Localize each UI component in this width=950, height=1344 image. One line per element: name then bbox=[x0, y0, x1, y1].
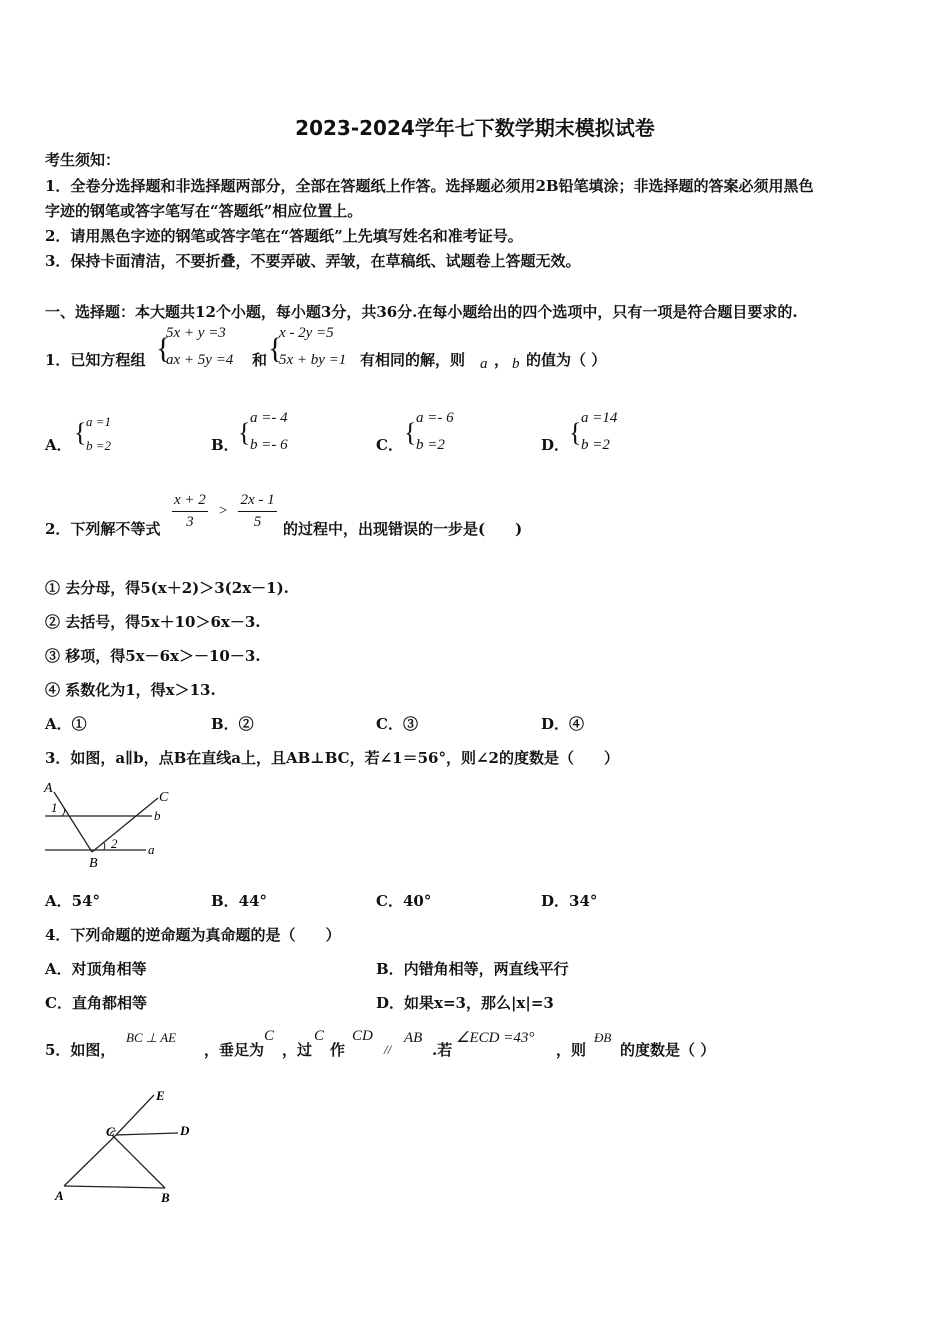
q3-option-b[interactable]: B．44° bbox=[211, 892, 268, 910]
q1-suffix-2: 的值为（ ） bbox=[526, 351, 607, 369]
notice-heading: 考生须知： bbox=[45, 151, 121, 169]
q5-t3: 作 bbox=[330, 1041, 346, 1059]
q5-t1: ，垂足为 bbox=[204, 1041, 265, 1059]
q3-label-2: 2 bbox=[111, 836, 118, 851]
q2-frac1-num: x + 2 bbox=[172, 492, 208, 512]
notice-line-2: 2．请用黑色字迹的钢笔或答字笔在“答题纸”上先填写姓名和准考证号。 bbox=[45, 227, 523, 245]
q4-option-d[interactable]: D．如果x=3，那么|x|=3 bbox=[376, 994, 554, 1012]
q3-label-a: a bbox=[148, 842, 155, 857]
q5-label-D: D bbox=[180, 1123, 190, 1138]
q2-step-2: ② 去括号，得5x＋10＞6x－3. bbox=[45, 613, 261, 631]
q1-option-c-top: a =- 6 bbox=[416, 410, 454, 426]
q5-segment-ac bbox=[64, 1135, 116, 1186]
q1-option-c-label[interactable]: C． bbox=[376, 436, 403, 454]
q1-option-c-bot: b =2 bbox=[416, 437, 445, 453]
q5-segment-cb bbox=[112, 1135, 165, 1188]
q1-sys2-bot: 5x + by =1 bbox=[279, 352, 347, 368]
q5-angle-b: ÐB bbox=[594, 1030, 612, 1045]
q3-label-1: 1 bbox=[51, 800, 58, 815]
q1-suffix-1: 有相同的解，则 bbox=[360, 351, 466, 369]
q1-var-a: a bbox=[480, 356, 488, 372]
q1-prefix: 1．已知方程组 bbox=[45, 351, 146, 369]
q2-option-b[interactable]: B．② bbox=[211, 715, 254, 733]
q2-step-1: ① 去分母，得5(x＋2)＞3(2x－1). bbox=[45, 579, 289, 597]
q5-segment-cd bbox=[116, 1133, 178, 1135]
q3-option-d[interactable]: D．34° bbox=[541, 892, 598, 910]
q4-text: 4．下列命题的逆命题为真命题的是（ ） bbox=[45, 926, 341, 944]
q1-sys1-top: 5x + y =3 bbox=[166, 325, 226, 341]
q3-segment-ab bbox=[54, 792, 92, 852]
q2-suffix: 的过程中，出现错误的一步是( ) bbox=[283, 520, 523, 538]
q5-t5: ，则 bbox=[556, 1041, 587, 1059]
q3-option-c[interactable]: C．40° bbox=[376, 892, 432, 910]
q2-frac1-den: 3 bbox=[186, 514, 194, 530]
q1-option-b-bot: b =- 6 bbox=[250, 437, 288, 453]
q1-option-a-label[interactable]: A． bbox=[45, 436, 72, 454]
q1-var-b: b bbox=[512, 356, 520, 372]
q3-option-a[interactable]: A．54° bbox=[45, 892, 101, 910]
q1-option-d-label[interactable]: D． bbox=[541, 436, 570, 454]
q1-sys2-top: x - 2y =5 bbox=[279, 325, 334, 341]
q3-label-b: b bbox=[154, 808, 161, 823]
q5-angle: ∠ECD =43° bbox=[456, 1030, 535, 1046]
q5-segment-ce bbox=[116, 1095, 154, 1135]
q2-step-4: ④ 系数化为1，得x＞13. bbox=[45, 681, 216, 699]
q2-fraction-2 bbox=[238, 492, 276, 531]
q4-option-a[interactable]: A．对顶角相等 bbox=[45, 960, 147, 978]
q3-label-C: C bbox=[159, 790, 169, 805]
q2-frac2-num: 2x - 1 bbox=[238, 492, 276, 512]
q1-option-b-label[interactable]: B． bbox=[211, 436, 239, 454]
q5-t6: 的度数是（ ） bbox=[620, 1041, 716, 1059]
q2-inequality bbox=[172, 492, 277, 531]
page-title: 2023-2024学年七下数学期末模拟试卷 bbox=[295, 116, 655, 140]
q5-segment-ab bbox=[64, 1186, 165, 1188]
q3-label-B: B bbox=[89, 856, 98, 871]
q1-option-d-brace: { bbox=[569, 418, 582, 447]
q1-option-a-top: a =1 bbox=[86, 414, 112, 429]
q2-option-a[interactable]: A．① bbox=[45, 715, 87, 733]
q1-brace-1: { bbox=[156, 332, 171, 365]
q1-option-c-brace: { bbox=[404, 418, 417, 447]
q2-option-c[interactable]: C．③ bbox=[376, 715, 418, 733]
q5-ab: AB bbox=[404, 1030, 423, 1046]
q1-brace-2: { bbox=[268, 332, 283, 365]
q5-prefix: 5．如图， bbox=[45, 1041, 116, 1059]
q3-angle1-arc bbox=[62, 808, 65, 816]
q4-option-c[interactable]: C．直角都相等 bbox=[45, 994, 147, 1012]
q5-figure bbox=[50, 1080, 210, 1210]
q5-label-E: E bbox=[156, 1088, 165, 1103]
q2-option-d[interactable]: D．④ bbox=[541, 715, 585, 733]
q2-step-3: ③ 移项，得5x－6x＞－10－3. bbox=[45, 647, 261, 665]
q1-sys1-bot: ax + 5y =4 bbox=[166, 352, 234, 368]
notice-line-1a: 1．全卷分选择题和非选择题两部分，全部在答题纸上作答。选择题必须用2B铅笔填涂；非选择题的答案必须用黑色 bbox=[45, 177, 814, 195]
q3-text: 3．如图，a∥b，点B在直线a上，且AB⊥BC，若∠1＝56°，则∠2的度数是（ ） bbox=[45, 749, 619, 767]
section-heading: 一、选择题：本大题共12个小题，每小题3分，共36分.在每小题给出的四个选项中，只有一项是符合题目要求的. bbox=[45, 303, 798, 321]
q2-prefix: 2．下列解不等式 bbox=[45, 520, 161, 538]
q5-cd: CD bbox=[352, 1028, 373, 1044]
q5-label-A: A bbox=[55, 1188, 64, 1203]
q1-option-b-top: a =- 4 bbox=[250, 410, 288, 426]
q2-fraction-1 bbox=[172, 492, 208, 531]
q1-and: 和 bbox=[252, 351, 268, 369]
q2-frac2-den: 5 bbox=[253, 514, 262, 530]
q3-label-A: A bbox=[44, 781, 53, 796]
q1-option-d-bot: b =2 bbox=[581, 437, 610, 453]
q1-option-a-bot: b =2 bbox=[86, 438, 112, 453]
q1-sep: ， bbox=[494, 351, 510, 369]
q5-t4: .若 bbox=[432, 1041, 453, 1059]
q5-c1: C bbox=[264, 1028, 275, 1044]
notice-line-3: 3．保持卡面清洁，不要折叠，不要弄破、弄皱，在草稿纸、试题卷上答题无效。 bbox=[45, 252, 581, 270]
q1-option-a-brace: { bbox=[74, 418, 87, 447]
q5-t2: ，过 bbox=[282, 1041, 313, 1059]
q5-label-B: B bbox=[161, 1190, 170, 1205]
q1-option-b-brace: { bbox=[238, 418, 251, 447]
q5-parallel: // bbox=[384, 1042, 392, 1057]
q5-c2: C bbox=[314, 1028, 325, 1044]
q1-option-d-top: a =14 bbox=[581, 410, 618, 426]
q5-perp: BC ⊥ AE bbox=[126, 1030, 177, 1045]
q4-option-b[interactable]: B．内错角相等，两直线平行 bbox=[376, 960, 569, 978]
q5-label-C: C bbox=[106, 1124, 115, 1139]
q2-gt: > bbox=[218, 503, 228, 519]
q3-figure bbox=[40, 778, 180, 872]
notice-line-1b: 字迹的钢笔或答字笔写在“答题纸”相应位置上。 bbox=[45, 202, 363, 220]
